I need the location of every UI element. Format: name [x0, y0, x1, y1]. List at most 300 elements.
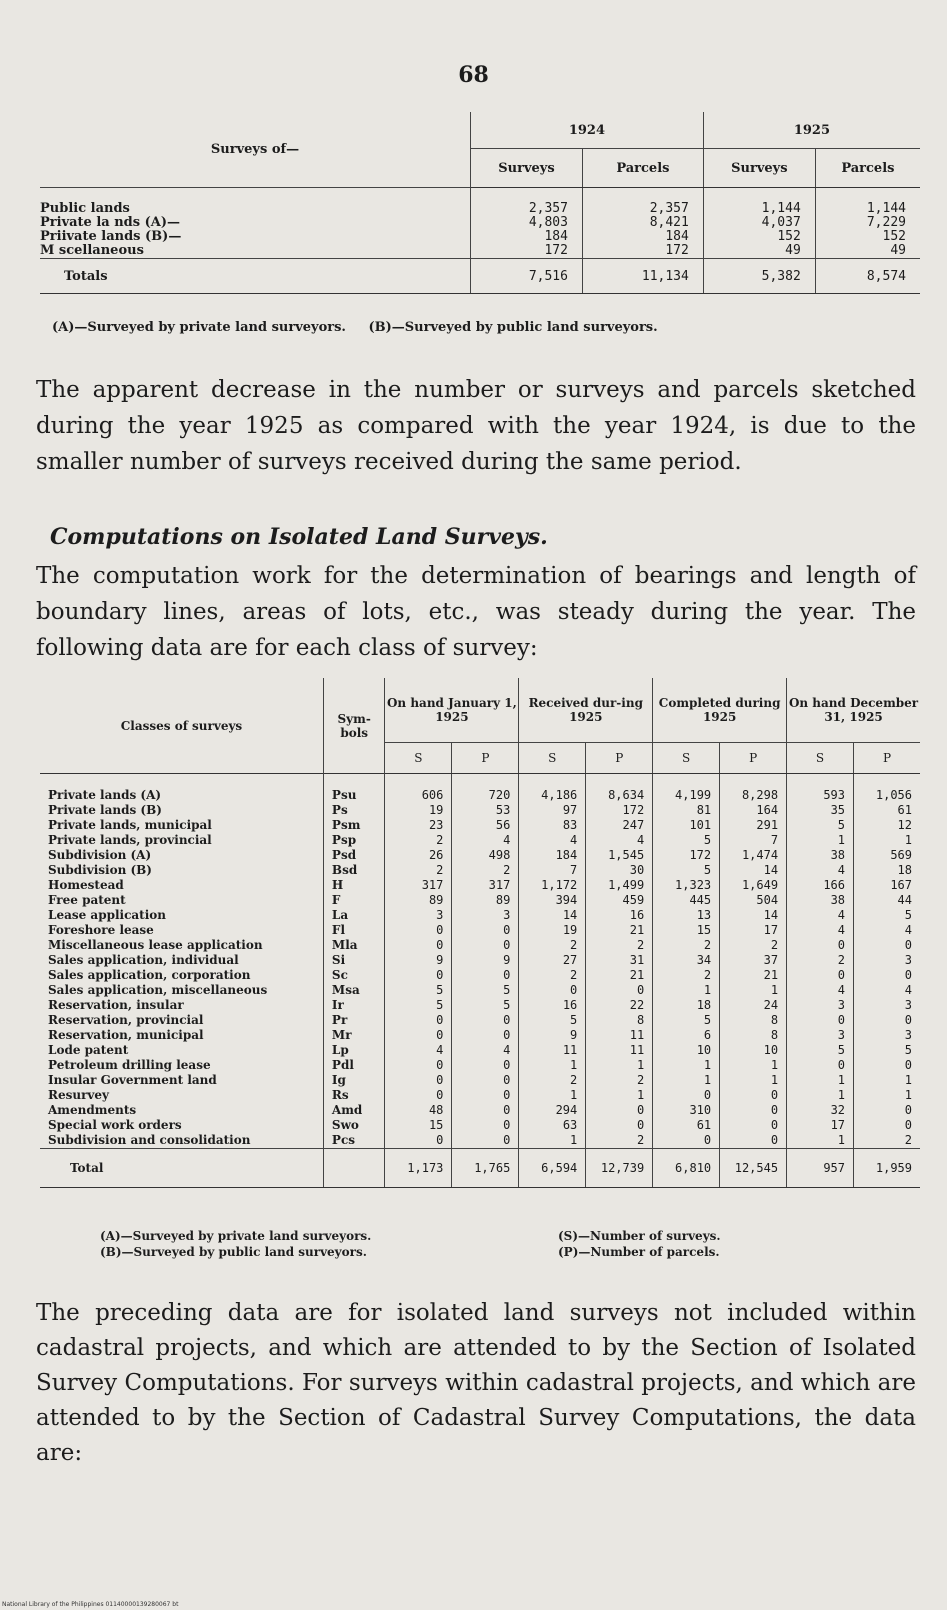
cell: 18	[897, 863, 912, 877]
cell: 0	[770, 1103, 779, 1117]
cell: 63	[562, 1118, 578, 1132]
row-labels	[40, 188, 471, 259]
class-label: Lode patent	[48, 1043, 129, 1057]
cell: 0	[436, 1133, 444, 1147]
col-header: Surveys	[703, 149, 815, 188]
cell: 8	[770, 1013, 779, 1027]
row-label: Public lands	[40, 202, 130, 216]
value-column	[586, 774, 653, 1149]
cell: 593	[823, 788, 846, 802]
cell: 0	[503, 968, 511, 982]
cell: 21	[629, 968, 645, 982]
cell: 2,357	[649, 202, 689, 216]
cell: 30	[629, 863, 645, 877]
class-label: Petroleum drilling lease	[48, 1058, 211, 1072]
cell: 8	[770, 1028, 779, 1042]
cell: 2	[837, 953, 846, 967]
cell: 97	[562, 803, 578, 817]
cell: 0	[636, 1103, 645, 1117]
cell: 167	[890, 878, 912, 892]
cell: 247	[622, 818, 645, 832]
cell: 1	[837, 1073, 846, 1087]
group-header: Received dur-ing 1925	[519, 678, 653, 743]
cell: 0	[837, 968, 846, 982]
symbol: Psd	[331, 848, 357, 862]
class-label: Subdivision (A)	[48, 848, 152, 862]
cell: 1	[703, 1058, 712, 1072]
table2-footnotes-right	[558, 1228, 721, 1260]
cell: 81	[696, 803, 712, 817]
class-label: Private lands, provincial	[48, 833, 212, 847]
symbol: Bsd	[331, 863, 358, 877]
cell: 21	[763, 968, 779, 982]
cell: 1	[770, 983, 779, 997]
symbol: Psm	[331, 818, 361, 832]
cell: 15	[696, 923, 712, 937]
survey-classes-table	[40, 678, 920, 1188]
cell: 38	[830, 848, 846, 862]
p-header: P	[586, 743, 653, 774]
value-column	[720, 774, 787, 1149]
cell: 19	[562, 923, 578, 937]
surveys-of-header: Surveys of—	[40, 112, 471, 188]
cell: 184	[665, 230, 689, 244]
cell: 2	[636, 1133, 645, 1147]
class-label: Private lands (A)	[48, 788, 162, 802]
cell: 16	[629, 908, 645, 922]
symbol: Si	[331, 953, 346, 967]
class-label: Insular Government land	[48, 1073, 217, 1087]
cell: 14	[763, 863, 779, 877]
cell: 0	[503, 1088, 511, 1102]
cell: 166	[823, 878, 846, 892]
cell: 7	[570, 863, 578, 877]
cell: 10	[696, 1043, 712, 1057]
cell: 4,199	[675, 788, 712, 802]
totals-row	[40, 259, 920, 294]
footnote-s: (S)—Number of surveys.	[558, 1229, 721, 1243]
cell: 5	[703, 833, 712, 847]
cell: 12	[897, 818, 912, 832]
cell: 4,803	[528, 216, 568, 230]
cell: 1	[770, 1058, 779, 1072]
cell: 49	[785, 244, 801, 258]
cell: 34	[696, 953, 712, 967]
symbol: Mla	[331, 938, 358, 952]
cell: 7	[770, 833, 779, 847]
s-header: S	[385, 743, 452, 774]
s-header: S	[653, 743, 720, 774]
cell: 0	[503, 938, 511, 952]
cell: 3	[904, 998, 912, 1012]
cell: 13	[696, 908, 712, 922]
symbol: Lp	[331, 1043, 349, 1057]
cell: 164	[756, 803, 779, 817]
cell: 1,499	[608, 878, 645, 892]
cell: 0	[904, 1058, 912, 1072]
cell: 61	[897, 803, 912, 817]
symbol: Psp	[331, 833, 357, 847]
cell: 0	[436, 1013, 444, 1027]
symbol: Fl	[331, 923, 345, 937]
symbol: Ir	[331, 998, 344, 1012]
class-label: Sales application, miscellaneous	[48, 983, 268, 997]
cell: 0	[570, 983, 578, 997]
cell: 394	[555, 893, 578, 907]
cell: 4	[904, 923, 912, 937]
cell: 1	[837, 1088, 846, 1102]
row-label: M scellaneous	[40, 244, 144, 258]
footnote-b: (B)—Surveyed by public land surveyors.	[368, 320, 658, 335]
cell: 21	[629, 923, 645, 937]
cell: 10	[763, 1043, 779, 1057]
cell: 4	[837, 908, 846, 922]
cell: 0	[436, 938, 444, 952]
cell: 15	[428, 1118, 444, 1132]
cell: 4	[837, 923, 846, 937]
symbol: Ig	[331, 1073, 346, 1087]
col-header: Surveys	[471, 149, 583, 188]
cell: 0	[503, 1103, 511, 1117]
cell: 5	[703, 1013, 712, 1027]
cell: 0	[904, 1118, 912, 1132]
class-label: Free patent	[48, 893, 126, 907]
symbol: F	[331, 893, 341, 907]
cell: 4	[503, 1043, 511, 1057]
cell: 504	[756, 893, 779, 907]
cell: 11	[629, 1028, 645, 1042]
cell: 6	[703, 1028, 712, 1042]
cell: 0	[904, 1013, 912, 1027]
cell: 0	[503, 1133, 511, 1147]
class-label: Resurvey	[48, 1088, 109, 1102]
class-label: Reservation, municipal	[48, 1028, 204, 1042]
col-header: Parcels	[582, 149, 703, 188]
cell: 1,172	[541, 878, 578, 892]
cell: 5	[904, 1043, 912, 1057]
cell: 445	[689, 893, 712, 907]
cell: 5	[837, 1043, 846, 1057]
paragraph: The preceding data are for isolated land surveys not included within cadastral projects, and which are attended to by the Section of Isolated Survey Computations. For surveys within cadastral projects, and which are attended to by the Section of Cadastral Survey Computations, the data are:	[36, 1300, 916, 1466]
cell: 49	[890, 244, 906, 258]
cell: 4,186	[541, 788, 578, 802]
cell: 0	[436, 1088, 444, 1102]
cell: 5	[703, 863, 712, 877]
paragraph: The computation work for the determination of bearings and length of boundary lines, areas of lots, etc., was steady during the year. The following data are for each class of survey:	[36, 563, 916, 661]
year-1924-header: 1924	[471, 112, 704, 149]
group-header: Completed during 1925	[653, 678, 787, 743]
cell: 0	[636, 983, 645, 997]
class-label: Reservation, insular	[48, 998, 184, 1012]
cell: 24	[763, 998, 779, 1012]
cell: 3	[904, 953, 912, 967]
cell: 4	[503, 833, 511, 847]
symbol: Psu	[331, 788, 357, 802]
cell: 9	[436, 953, 444, 967]
class-label: Subdivision (B)	[48, 863, 152, 877]
cell: 53	[495, 803, 511, 817]
symbol: Ps	[331, 803, 348, 817]
s-header: S	[519, 743, 586, 774]
cell: 12,545	[720, 1149, 787, 1188]
cell: 5	[503, 983, 511, 997]
cell: 1,545	[608, 848, 645, 862]
cell: 1	[570, 1133, 578, 1147]
value-column	[452, 774, 519, 1149]
cell: 2	[436, 863, 444, 877]
cell: 317	[421, 878, 444, 892]
surveys-table	[40, 112, 920, 294]
cell: 3	[837, 998, 846, 1012]
cell: 1	[636, 1058, 645, 1072]
cell: 5	[570, 1013, 578, 1027]
cell: 1,144	[761, 202, 801, 216]
symbol: Amd	[331, 1103, 363, 1117]
class-label: Sales application, corporation	[48, 968, 251, 982]
cell: 1,649	[741, 878, 779, 892]
p-header: P	[452, 743, 519, 774]
col-header: Parcels	[815, 149, 920, 188]
cell: 1,144	[866, 202, 906, 216]
class-label: Private lands (B)	[48, 803, 162, 817]
cell: 0	[503, 1028, 511, 1042]
cell: 22	[629, 998, 645, 1012]
cell: 5	[503, 998, 511, 1012]
cell: 0	[770, 1133, 779, 1147]
cell: 5,382	[703, 259, 815, 294]
cell: 11,134	[582, 259, 703, 294]
cell: 11	[629, 1043, 645, 1057]
cell: 1,056	[875, 788, 912, 802]
cell: 4	[636, 833, 645, 847]
cell: 1	[904, 1088, 912, 1102]
cell: 0	[703, 1088, 712, 1102]
total-symbol-blank	[323, 1149, 385, 1188]
cell: 172	[622, 803, 645, 817]
cell: 2	[570, 938, 578, 952]
cell: 9	[503, 953, 511, 967]
cell: 44	[897, 893, 912, 907]
cell: 5	[436, 998, 444, 1012]
cell: 0	[436, 968, 444, 982]
cell: 2	[570, 1073, 578, 1087]
class-label: Subdivision and consolidation	[48, 1133, 251, 1147]
cell: 5	[837, 818, 846, 832]
cell: 1	[703, 983, 712, 997]
section-heading: Computations on Isolated Land Surveys.	[50, 524, 548, 550]
cell: 459	[622, 893, 645, 907]
footnote-b: (B)—Surveyed by public land surveyors.	[100, 1245, 367, 1259]
p-header: P	[854, 743, 920, 774]
cell: 172	[689, 848, 712, 862]
total-row	[40, 1149, 920, 1188]
cell: 1	[570, 1088, 578, 1102]
cell: 184	[544, 230, 568, 244]
cell: 83	[562, 818, 578, 832]
cell: 4	[837, 863, 846, 877]
symbol: Pr	[331, 1013, 348, 1027]
cell: 0	[904, 938, 912, 952]
p-header: P	[720, 743, 787, 774]
symbol: La	[331, 908, 349, 922]
cell: 3	[503, 908, 511, 922]
year-1925-header: 1925	[703, 112, 920, 149]
cell: 0	[503, 1058, 511, 1072]
cell: 6,594	[519, 1149, 586, 1188]
cell: 0	[837, 1013, 846, 1027]
class-label: Foreshore lease	[48, 923, 154, 937]
cell: 8	[636, 1013, 645, 1027]
cell: 101	[689, 818, 712, 832]
class-label: Sales application, individual	[48, 953, 239, 967]
cell: 2	[703, 968, 712, 982]
cell: 2	[703, 938, 712, 952]
cell: 89	[495, 893, 511, 907]
cell: 6,810	[653, 1149, 720, 1188]
cell: 0	[503, 1118, 511, 1132]
cell: 1,323	[675, 878, 712, 892]
cell: 7,229	[866, 216, 906, 230]
row-label: Priivate lands (B)—	[40, 230, 182, 244]
classes-header: Classes of surveys	[40, 678, 323, 774]
symbol: Pcs	[331, 1133, 356, 1147]
cell: 5	[904, 908, 912, 922]
cell: 0	[436, 1028, 444, 1042]
value-column	[854, 774, 920, 1149]
cell: 38	[830, 893, 846, 907]
symbol: Rs	[331, 1088, 349, 1102]
s-header: S	[787, 743, 854, 774]
group-header: On hand December 31, 1925	[788, 696, 919, 724]
symbol: Mr	[331, 1028, 352, 1042]
cell: 8,574	[815, 259, 920, 294]
cell: 0	[904, 1103, 912, 1117]
class-label: Lease application	[48, 908, 167, 922]
library-footer: National Library of the Philippines 01140000139280067 bt	[2, 1601, 179, 1608]
cell: 18	[696, 998, 712, 1012]
class-label: Special work orders	[48, 1118, 182, 1132]
cell: 32	[830, 1103, 846, 1117]
cell: 1	[636, 1088, 645, 1102]
cell: 0	[770, 1118, 779, 1132]
cell: 5	[436, 983, 444, 997]
cell: 1,173	[385, 1149, 452, 1188]
cell: 3	[904, 1028, 912, 1042]
cell: 152	[777, 230, 801, 244]
cell: 172	[665, 244, 689, 258]
cell: 3	[837, 1028, 846, 1042]
cell: 2	[636, 1073, 645, 1087]
cell: 14	[562, 908, 578, 922]
cell: 291	[756, 818, 779, 832]
cell: 0	[904, 968, 912, 982]
cell: 1	[703, 1073, 712, 1087]
cell: 498	[488, 848, 511, 862]
cell: 606	[421, 788, 444, 802]
value-column	[653, 774, 720, 1149]
cell: 0	[837, 938, 846, 952]
cell: 11	[562, 1043, 578, 1057]
row-label: Private la nds (A)—	[40, 216, 181, 230]
cell: 16	[562, 998, 578, 1012]
footnote-p: (P)—Number of parcels.	[558, 1245, 720, 1259]
table1-footnotes	[52, 320, 676, 335]
footnote-a: (A)—Surveyed by private land surveyors.	[100, 1229, 372, 1243]
symbol: Sc	[331, 968, 348, 982]
cell: 184	[555, 848, 578, 862]
cell: 0	[503, 923, 511, 937]
class-label: Private lands, municipal	[48, 818, 212, 832]
cell: 1	[904, 833, 912, 847]
cell: 61	[696, 1118, 712, 1132]
cell: 89	[428, 893, 444, 907]
symbol-column	[323, 774, 385, 1149]
cell: 4	[436, 1043, 444, 1057]
cell: 0	[503, 1073, 511, 1087]
cell: 310	[689, 1103, 712, 1117]
page-number: 68	[458, 62, 489, 88]
cell: 8,298	[741, 788, 779, 802]
class-label: Amendments	[48, 1103, 137, 1117]
cell: 0	[703, 1133, 712, 1147]
cell: 1	[837, 1133, 846, 1147]
cell: 2	[636, 938, 645, 952]
cell: 2	[436, 833, 444, 847]
cell: 31	[629, 953, 645, 967]
cell: 7,516	[471, 259, 583, 294]
cell: 14	[763, 908, 779, 922]
cell: 0	[837, 1058, 846, 1072]
cell: 2	[904, 1133, 912, 1147]
cell: 317	[488, 878, 511, 892]
cell: 8,634	[608, 788, 645, 802]
cell: 8,421	[649, 216, 689, 230]
cell: 3	[436, 908, 444, 922]
cell: 17	[763, 923, 779, 937]
paragraph: The apparent decrease in the number or surveys and parcels sketched during the year 1925 as compared with the year 1924, is due to the smaller number of surveys received during the same period.	[36, 377, 916, 475]
cell: 9	[570, 1028, 578, 1042]
class-labels	[40, 774, 323, 1149]
class-label: Homestead	[48, 878, 124, 892]
total-label: Total	[40, 1149, 323, 1188]
symbol: Swo	[331, 1118, 359, 1132]
cell: 1,959	[854, 1149, 920, 1188]
cell: 2	[770, 938, 779, 952]
cell: 23	[428, 818, 444, 832]
cell: 1,474	[741, 848, 779, 862]
cell: 0	[436, 923, 444, 937]
cell: 1	[904, 1073, 912, 1087]
cell: 957	[787, 1149, 854, 1188]
value-column	[519, 774, 586, 1149]
cell: 1	[570, 1058, 578, 1072]
cell: 0	[770, 1088, 779, 1102]
cell: 172	[544, 244, 568, 258]
cell: 4	[570, 833, 578, 847]
cell: 26	[428, 848, 444, 862]
cell: 1	[770, 1073, 779, 1087]
cell: 569	[890, 848, 912, 862]
class-label: Miscellaneous lease application	[48, 938, 263, 952]
cell: 4	[904, 983, 912, 997]
footnote-a: (A)—Surveyed by private land surveyors.	[52, 320, 346, 335]
cell: 152	[882, 230, 906, 244]
symbol: Msa	[331, 983, 360, 997]
cell: 0	[436, 1073, 444, 1087]
symbol: Pdl	[331, 1058, 354, 1072]
cell: 1	[837, 833, 846, 847]
cell: 19	[428, 803, 444, 817]
